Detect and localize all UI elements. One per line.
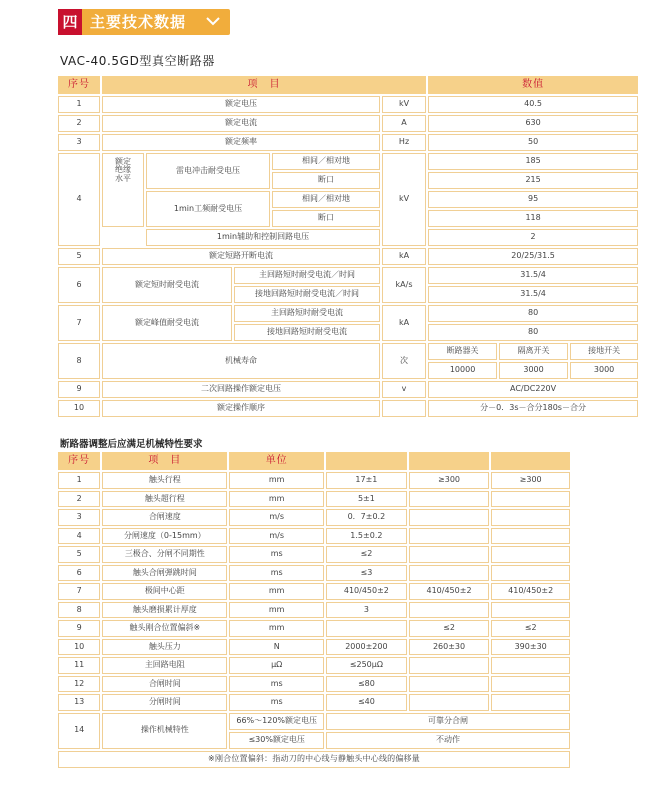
row-item: 触头合闸弹跳时间 — [102, 565, 227, 582]
blank-cell — [102, 229, 144, 246]
row-value: ≤80 — [326, 676, 407, 693]
row-value: 185 — [428, 153, 638, 170]
row-value: 390±30 — [491, 639, 570, 656]
row-unit: mm — [229, 491, 324, 508]
row-unit: ms — [229, 565, 324, 582]
phase-label: 相间／相对地 — [272, 191, 380, 208]
row-item: 触头行程 — [102, 472, 227, 489]
row-item: 合闸速度 — [102, 509, 227, 526]
row-value: 31.5/4 — [428, 286, 638, 303]
row-no: 7 — [58, 583, 100, 600]
row-value — [491, 509, 570, 526]
table-row — [58, 267, 638, 284]
row-unit: m/s — [229, 509, 324, 526]
row-value — [491, 565, 570, 582]
mechanical-requirements-title: 断路器调整后应满足机械特性要求 — [60, 439, 203, 450]
insulation-level-label: 额定 绝缘 水平 — [102, 153, 144, 227]
row-value — [491, 491, 570, 508]
row-value: ≥300 — [491, 472, 570, 489]
row-value: ≤40 — [326, 694, 407, 711]
row-value — [491, 694, 570, 711]
row-no: 6 — [58, 267, 100, 303]
break-label: 断口 — [272, 172, 380, 189]
table-row — [58, 248, 638, 265]
table-row — [58, 400, 638, 417]
row-value: ≤2 — [326, 546, 407, 563]
row-value: 3 — [326, 602, 407, 619]
row-no: 4 — [58, 528, 100, 545]
row-value: ≤2 — [491, 620, 570, 637]
row-value: 260±30 — [409, 639, 490, 656]
row-unit: Hz — [382, 134, 426, 151]
row-unit: kV — [382, 96, 426, 113]
row-value: 80 — [428, 324, 638, 341]
row-item: 触头超行程 — [102, 491, 227, 508]
row-item: 额定电压 — [102, 96, 380, 113]
header-no: 序号 — [58, 452, 100, 470]
section-badge — [58, 9, 230, 35]
break-label: 断口 — [272, 210, 380, 227]
row-value: 410/450±2 — [491, 583, 570, 600]
row-unit: kA — [382, 248, 426, 265]
row-value: ≤3 — [326, 565, 407, 582]
row-item: 主回路电阻 — [102, 657, 227, 674]
row-value: 20/25/31.5 — [428, 248, 638, 265]
row-unit: ms — [229, 676, 324, 693]
row-no: 3 — [58, 509, 100, 526]
row-unit: mm — [229, 602, 324, 619]
life-header: 断路器关 — [428, 343, 497, 360]
row-item: 触头压力 — [102, 639, 227, 656]
row-item: 合闸时间 — [102, 676, 227, 693]
row-item: 触头磨损累计厚度 — [102, 602, 227, 619]
row-unit: 66%～120%额定电压 — [229, 713, 324, 730]
row-value: 95 — [428, 191, 638, 208]
life-header: 接地开关 — [570, 343, 638, 360]
row-no: 2 — [58, 491, 100, 508]
row-item: 三极合、分闸不同期性 — [102, 546, 227, 563]
table-row — [58, 676, 570, 693]
table-row — [58, 472, 570, 489]
row-unit: ms — [229, 546, 324, 563]
row-value: ≤250μΩ — [326, 657, 407, 674]
row-subitem: 主回路短时耐受电流 — [234, 305, 380, 322]
row-unit: m/s — [229, 528, 324, 545]
row-value: 80 — [428, 305, 638, 322]
chevron-down-icon[interactable] — [205, 13, 221, 29]
row-value: 可靠分合闸 — [326, 713, 570, 730]
row-value: 2 — [428, 229, 638, 246]
row-value: 10000 — [428, 362, 497, 379]
table-row — [58, 210, 638, 227]
row-no: 1 — [58, 472, 100, 489]
row-value: 410/450±2 — [409, 583, 490, 600]
header-item: 项 目 — [102, 452, 227, 470]
row-no: 11 — [58, 657, 100, 674]
table-row — [58, 751, 570, 768]
row-item: 二次回路操作额定电压 — [102, 381, 380, 398]
table-row — [58, 713, 570, 730]
header-col3 — [491, 452, 570, 470]
row-item: 额定短路开断电流 — [102, 248, 380, 265]
row-item: 额定峰值耐受电流 — [102, 305, 232, 341]
table-row — [58, 343, 638, 360]
row-value: 50 — [428, 134, 638, 151]
table-row — [58, 509, 570, 526]
row-unit: N — [229, 639, 324, 656]
row-item: 额定电流 — [102, 115, 380, 132]
mechanical-characteristics-table — [56, 450, 572, 770]
table-row — [58, 694, 570, 711]
row-value: ≤2 — [409, 620, 490, 637]
row-value: 630 — [428, 115, 638, 132]
row-no: 8 — [58, 602, 100, 619]
row-unit: A — [382, 115, 426, 132]
row-value — [409, 694, 490, 711]
section-number: 四 — [58, 9, 82, 35]
table-row — [58, 229, 638, 246]
table-row — [58, 583, 570, 600]
row-subitem: 主回路短时耐受电流／时间 — [234, 267, 380, 284]
row-value: 3000 — [499, 362, 568, 379]
row-subitem: 接地回路短时耐受电流／时间 — [234, 286, 380, 303]
row-value: 5±1 — [326, 491, 407, 508]
row-value — [491, 676, 570, 693]
row-value — [409, 528, 490, 545]
row-unit: 次 — [382, 343, 426, 379]
row-unit: μΩ — [229, 657, 324, 674]
row-value — [409, 565, 490, 582]
row-unit: ≤30%额定电压 — [229, 732, 324, 749]
row-item: 机械寿命 — [102, 343, 380, 379]
row-no: 3 — [58, 134, 100, 151]
section-title: 主要技术数据 — [90, 13, 187, 31]
row-no: 13 — [58, 694, 100, 711]
table-row — [58, 639, 570, 656]
row-value: 17±1 — [326, 472, 407, 489]
table-row — [58, 115, 638, 132]
technical-data-table — [56, 74, 640, 419]
row-value: 2000±200 — [326, 639, 407, 656]
table-row — [58, 96, 638, 113]
table-row — [58, 305, 638, 322]
table-row — [58, 528, 570, 545]
power-frequency-label: 1min工频耐受电压 — [146, 191, 270, 227]
row-no: 10 — [58, 639, 100, 656]
header-col2 — [409, 452, 490, 470]
row-item: 分闸时间 — [102, 694, 227, 711]
row-value — [409, 546, 490, 563]
header-unit: 单位 — [229, 452, 324, 470]
row-no: 8 — [58, 343, 100, 379]
row-subitem: 接地回路短时耐受电流 — [234, 324, 380, 341]
table-row — [58, 191, 638, 208]
row-value: 3000 — [570, 362, 638, 379]
row-value: ≥300 — [409, 472, 490, 489]
row-no: 5 — [58, 546, 100, 563]
lightning-impulse-label: 雷电冲击耐受电压 — [146, 153, 270, 189]
table-row — [58, 602, 570, 619]
table-row — [58, 565, 570, 582]
header-item: 项 目 — [102, 76, 426, 94]
header-no: 序号 — [58, 76, 100, 94]
row-item: 分闸速度（0-15mm） — [102, 528, 227, 545]
row-value: 31.5/4 — [428, 267, 638, 284]
row-unit: mm — [229, 583, 324, 600]
row-item: 额定频率 — [102, 134, 380, 151]
footnote: ※刚合位置偏斜：指动刀的中心线与静触头中心线的偏移量 — [58, 751, 570, 768]
aux-voltage-label: 1min辅助和控制回路电压 — [146, 229, 380, 246]
model-title: VAC-40.5GD型真空断路器 — [60, 54, 216, 68]
row-item: 额定短时耐受电流 — [102, 267, 232, 303]
row-item: 极间中心距 — [102, 583, 227, 600]
table-row — [58, 381, 638, 398]
row-value — [491, 657, 570, 674]
row-unit: mm — [229, 620, 324, 637]
table-row — [58, 134, 638, 151]
row-value: 分－0．3s－合分180s－合分 — [428, 400, 638, 417]
row-value: 0．7±0.2 — [326, 509, 407, 526]
row-no: 5 — [58, 248, 100, 265]
phase-label: 相间／相对地 — [272, 153, 380, 170]
row-item: 操作机械特性 — [102, 713, 227, 749]
row-item: 额定操作顺序 — [102, 400, 380, 417]
row-value: 118 — [428, 210, 638, 227]
row-value — [491, 528, 570, 545]
row-no: 9 — [58, 381, 100, 398]
row-unit: mm — [229, 472, 324, 489]
row-unit: kA — [382, 305, 426, 341]
row-value — [409, 657, 490, 674]
row-value — [409, 602, 490, 619]
table-row — [58, 153, 638, 170]
row-no: 4 — [58, 153, 100, 246]
row-value — [409, 509, 490, 526]
row-value — [491, 546, 570, 563]
table-row — [58, 172, 638, 189]
row-value — [326, 620, 407, 637]
header-value: 数值 — [428, 76, 638, 94]
row-no: 2 — [58, 115, 100, 132]
life-header: 隔离开关 — [499, 343, 568, 360]
row-no: 9 — [58, 620, 100, 637]
row-no: 12 — [58, 676, 100, 693]
row-value: AC/DC220V — [428, 381, 638, 398]
row-value: 40.5 — [428, 96, 638, 113]
row-value: 1.5±0.2 — [326, 528, 407, 545]
table-row — [58, 491, 570, 508]
row-value: 不动作 — [326, 732, 570, 749]
table-row — [58, 546, 570, 563]
row-unit: kV — [382, 153, 426, 246]
row-item: 触头刚合位置偏斜※ — [102, 620, 227, 637]
row-unit: kA/s — [382, 267, 426, 303]
row-no: 6 — [58, 565, 100, 582]
row-unit: ms — [229, 694, 324, 711]
row-value — [491, 602, 570, 619]
row-no: 10 — [58, 400, 100, 417]
row-unit — [382, 400, 426, 417]
header-col1 — [326, 452, 407, 470]
row-no: 1 — [58, 96, 100, 113]
table-row — [58, 620, 570, 637]
row-value — [409, 676, 490, 693]
row-value: 410/450±2 — [326, 583, 407, 600]
row-no: 14 — [58, 713, 100, 749]
table-row — [58, 657, 570, 674]
row-value — [409, 491, 490, 508]
row-unit: v — [382, 381, 426, 398]
row-value: 215 — [428, 172, 638, 189]
row-no: 7 — [58, 305, 100, 341]
